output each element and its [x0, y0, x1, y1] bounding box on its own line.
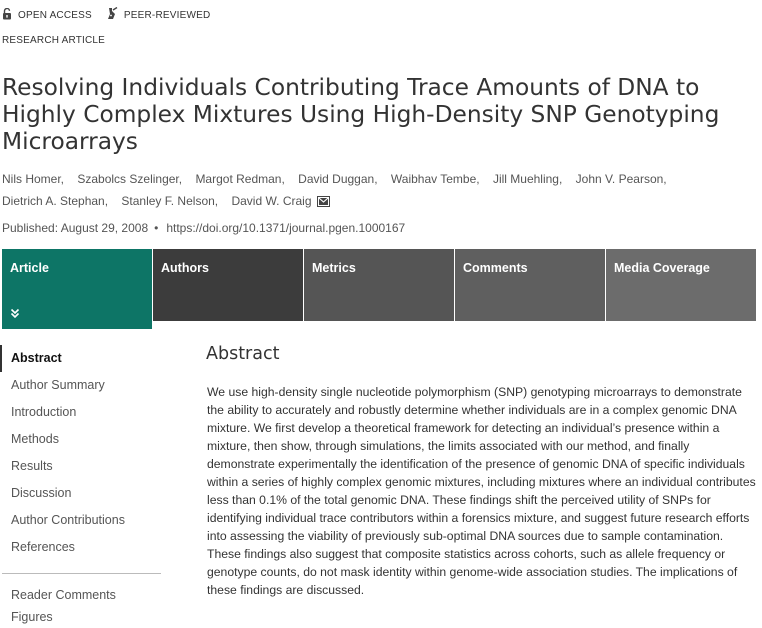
tab-comments-label: Comments	[463, 261, 528, 275]
sidebar-item-abstract[interactable]: Abstract	[0, 345, 162, 372]
open-lock-icon	[2, 8, 18, 23]
tab-media-coverage-label: Media Coverage	[614, 261, 710, 275]
sidebar-divider	[2, 573, 161, 574]
sidebar-item-author-summary[interactable]: Author Summary	[11, 378, 105, 392]
tab-authors-label: Authors	[161, 261, 209, 275]
sidebar-item-introduction[interactable]: Introduction	[11, 405, 77, 419]
article-tabs	[2, 249, 756, 329]
sidebar-item-author-contributions[interactable]: Author Contributions	[11, 513, 125, 527]
author-link[interactable]: Stanley F. Nelson,	[121, 194, 219, 208]
published-date: Published: August 29, 2008	[2, 221, 149, 235]
double-chevron-down-icon	[10, 307, 20, 321]
tab-authors[interactable]	[153, 249, 303, 321]
article-sidebar-nav	[0, 345, 162, 628]
publication-info	[2, 221, 405, 235]
author-link[interactable]: Waibhav Tembe,	[390, 172, 480, 186]
sidebar-item-results[interactable]: Results	[11, 459, 53, 473]
tab-article-label: Article	[10, 261, 49, 275]
abstract-heading: Abstract	[206, 344, 280, 364]
article-title: Resolving Individuals Contributing Trace Amounts of DNA to Highly Complex Mixtures Using High-Density SNP Genotyping Microarrays	[2, 74, 720, 155]
author-link[interactable]: David Duggan,	[298, 172, 378, 186]
open-access-label: OPEN ACCESS	[18, 9, 92, 21]
sidebar-item-discussion[interactable]: Discussion	[11, 486, 72, 500]
tab-metrics-label: Metrics	[312, 261, 356, 275]
tab-article[interactable]	[2, 249, 152, 329]
sidebar-item-reader-comments[interactable]: Reader Comments	[11, 588, 116, 602]
author-link[interactable]: Margot Redman,	[195, 172, 285, 186]
tab-metrics[interactable]	[304, 249, 454, 321]
author-link[interactable]: John V. Pearson,	[575, 172, 667, 186]
author-link[interactable]: Nils Homer,	[2, 172, 65, 186]
author-list	[2, 168, 742, 214]
tab-media-coverage[interactable]	[606, 249, 756, 321]
envelope-icon[interactable]	[317, 192, 330, 214]
open-access-badge	[2, 8, 92, 23]
author-link[interactable]: Szabolcs Szelinger,	[77, 172, 183, 186]
sidebar-item-references[interactable]: References	[11, 540, 75, 554]
abstract-text: We use high-density single nucleotide polymorphism (SNP) genotyping microarrays to demonstrate the ability to accurately and robustly determine whether individuals are in a complex genomic DNA mixture. We first develop a theoretical framework for detecting an individual’s presence within a mixture, then show, through simulations, the limits associated with our method, and finally demonstrate experimentally the identification of the presence of genomic DNA of specific individuals within a series of highly complex genomic mixtures, including mixtures where an individual contributes less than 0.1% of the total genomic DNA. These findings shift the perceived utility of SNPs for identifying individual trace contributors within a forensics mixture, and suggest future research efforts into assessing the viability of previously sub-optimal DNA sources due to sample contamination. These findings also suggest that composite statistics across cohorts, such as allele frequency or genotype counts, do not mask identity within genome-wide association studies. The implications of these findings are discussed.	[207, 385, 756, 597]
peer-review-icon	[106, 7, 124, 23]
peer-reviewed-label: PEER-REVIEWED	[123, 9, 211, 21]
tab-comments[interactable]	[455, 249, 605, 321]
sidebar-item-figures[interactable]: Figures	[11, 610, 53, 624]
peer-reviewed-badge	[106, 7, 211, 23]
separator-dot: •	[154, 221, 159, 235]
doi-link[interactable]: https://doi.org/10.1371/journal.pgen.1000167	[166, 221, 406, 235]
author-link[interactable]: Jill Muehling,	[492, 172, 563, 186]
author-link[interactable]: David W. Craig	[231, 194, 312, 208]
article-type-label: RESEARCH ARTICLE	[2, 35, 106, 46]
access-badges	[2, 6, 224, 24]
sidebar-item-methods[interactable]: Methods	[11, 432, 59, 446]
author-link[interactable]: Dietrich A. Stephan,	[2, 194, 109, 208]
